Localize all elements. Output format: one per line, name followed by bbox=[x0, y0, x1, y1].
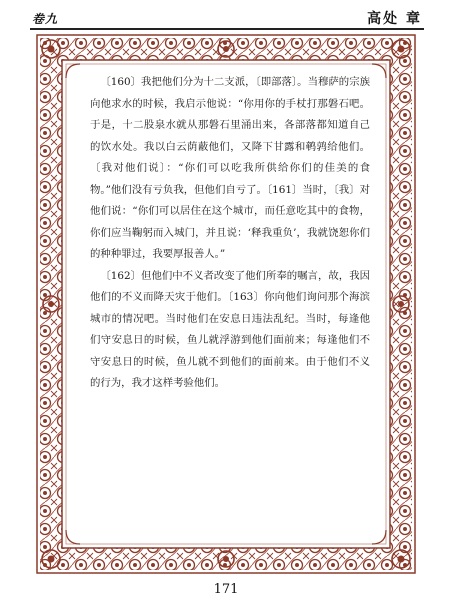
header-rule bbox=[30, 28, 424, 30]
page-number: 171 bbox=[213, 582, 239, 597]
paragraph-2: 〔162〕但他们中不义者改变了他们所奉的嘱言，故，我因他们的不义而降天灾于他们。〔163〕你向他们询问那个海滨城市的情况吧。当时他们在安息日违法乱纪。当时，每逢他们守安息日的时候，鱼儿就浮游到他们面前来；每逢他们不守安息日的时候，鱼儿就不到他们的面前来。由于他们不义的行为，我才这样考验他们。 bbox=[90, 269, 370, 389]
chapter-label: 卷九 bbox=[32, 12, 59, 26]
chapter-title: 高处 章 bbox=[367, 11, 422, 27]
body-text bbox=[90, 72, 370, 395]
paragraph-1: 〔160〕我把他们分为十二支派，〔即部落〕。当穆萨的宗族向他求水的时候，我启示他说：“你用你的手杖打那磐石吧。于是，十二股泉水就从那磐石里涌出来，各部落都知道自己的饮水处。我以白云荫蔽他们，又降下甘露和鹌鹑给他们。〔我对他们说〕：“你们可以吃我所供给你们的佳美的食物。”他们没有亏负我，但他们自亏了。〔161〕当时，〔我〕对他们说：“你们可以居住在这个城市，而任意吃其中的食物，你们应当鞠躬而入城门，并且说：‘释我重负’，我就饶恕你们的种种罪过，我要厚报善人。” bbox=[90, 76, 370, 260]
